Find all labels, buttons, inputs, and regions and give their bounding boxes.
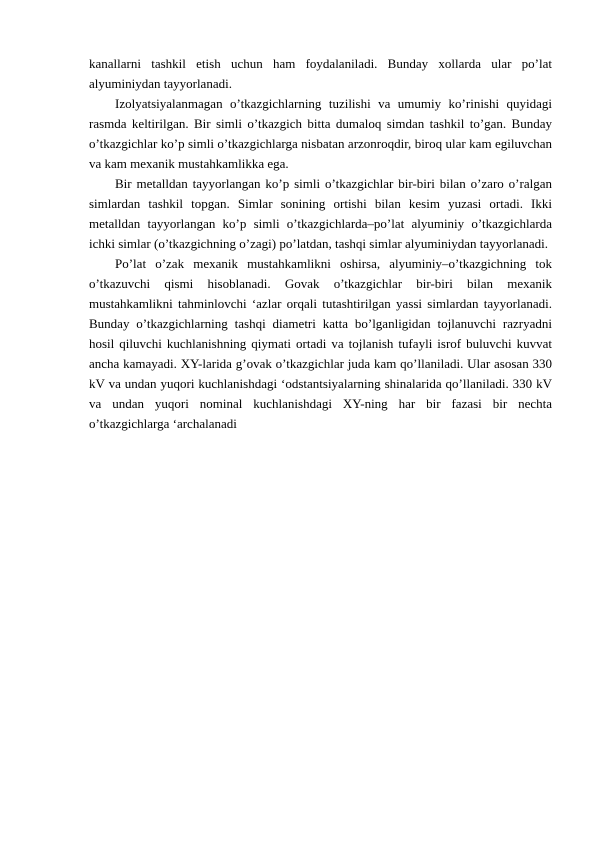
paragraph-2: Izolyatsiyalanmagan o’tkazgichlarning tuzilishi va umumiy ko’rinishi quyidagi rasmda keltirilgan. Bir simli o’tkazgich bitta dumaloq simdan tashkil to’gan. Bunday o’tkazgichlar ko’p simli o’tkazgichlarga nisbatan arzonroqdir, biroq ular kam egiluvchan va kam mexanik mustahkamlikka ega. <box>89 96 552 171</box>
paragraph-1: kanallarni tashkil etish uchun ham foydalaniladi. Bunday xollarda ular po’lat alyuminiydan tayyorlanadi. <box>89 56 552 91</box>
document-body <box>89 54 552 434</box>
paragraph-4: Po’lat o’zak mexanik mustahkamlikni oshirsa, alyuminiy–o’tkazgichning tok o’tkazuvchi qismi hisoblanadi. Govak o’tkazgichlar bir-biri bilan mexanik mustahkamlikni tahminlovchi ‘azlar orqali tutashtirilgan yassi simlardan tayyorlanadi. Bunday o’tkazgichlarning tashqi diametri katta bo’lganligidan tojlanuvchi razryadni hosil qiluvchi kuchlanishning qiymati ortadi va tojlanish tufayli isrof buluvchi kuvvat ancha kamayadi. XY-larida g’ovak o’tkazgichlar juda kam qo’llaniladi. Ular asosan 330 kV va undan yuqori kuchlanishdagi ‘odstantsiyalarning shinalarida qo’llaniladi. 330 kV va undan yuqori nominal kuchlanishdagi XY-ning har bir fazasi bir nechta o’tkazgichlarga ‘archalanadi <box>89 256 552 431</box>
paragraph-3: Bir metalldan tayyorlangan ko’p simli o’tkazgichlar bir-biri bilan o’zaro o’ralgan simlardan tashkil topgan. Simlar sonining ortishi bilan kesim yuzasi ortadi. Ikki metalldan tayyorlangan ko’p simli o’tkazgichlarda–po’lat alyuminiy o’tkazgichlarda ichki simlar (o’tkazgichning o’zagi) po’latdan, tashqi simlar alyuminiydan tayyorlanadi. <box>89 176 552 251</box>
